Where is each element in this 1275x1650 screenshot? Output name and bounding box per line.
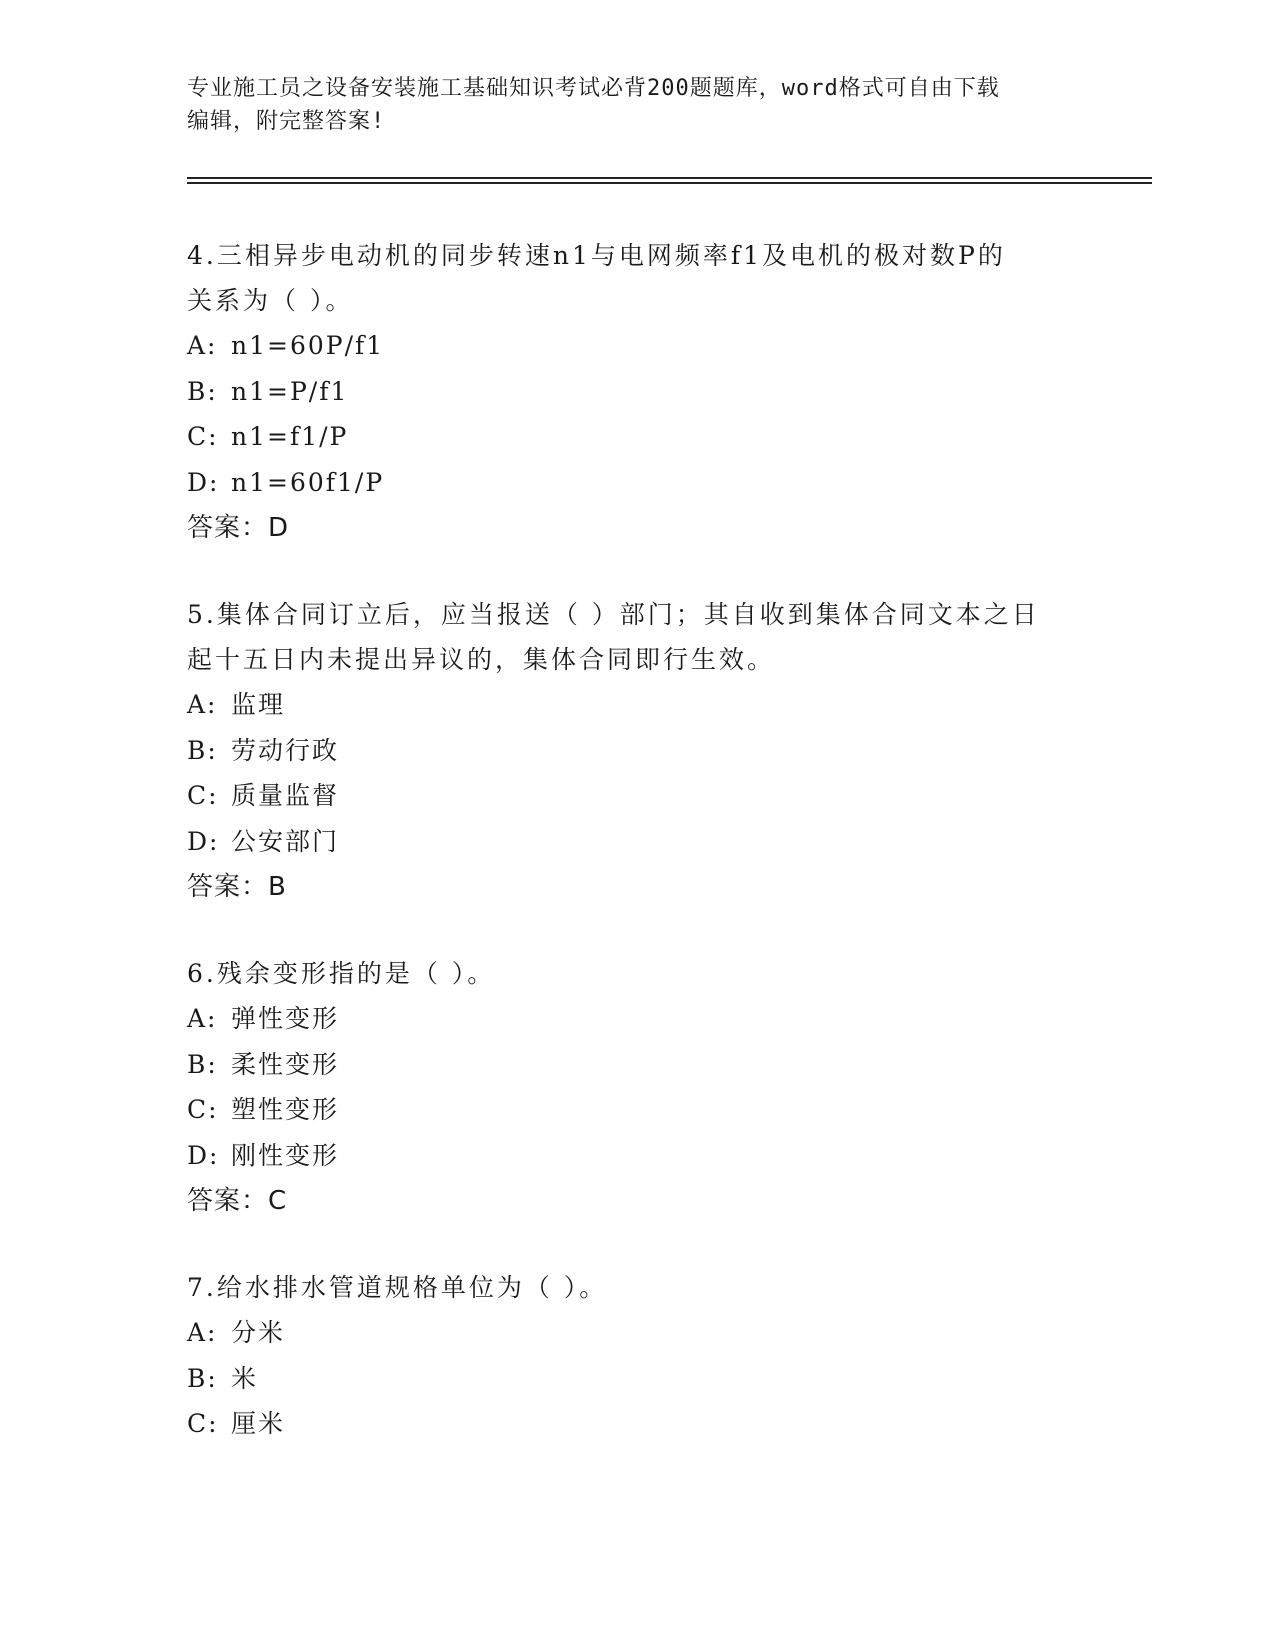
option-text: n1=f1/P: [231, 422, 349, 451]
question-list: [187, 233, 1107, 1488]
option-text: 劳动行政: [231, 735, 340, 765]
option-b: [187, 369, 1107, 415]
question-stem: [187, 951, 1107, 996]
question-stem-line-2: 起十五日内未提出异议的，集体合同即行生效。: [187, 645, 776, 674]
question-stem: [187, 592, 1107, 682]
question-stem-line-1: 4.三相异步电动机的同步转速n1与电网频率f1及电机的极对数P的: [187, 241, 1006, 270]
option-text: 米: [231, 1363, 259, 1393]
option-label: B:: [187, 735, 218, 765]
option-d: [187, 819, 1107, 865]
question-6: [187, 951, 1107, 1224]
option-label: C:: [187, 422, 219, 451]
option-d: [187, 460, 1107, 506]
option-b: [187, 1042, 1107, 1088]
option-a: [187, 996, 1107, 1042]
option-label: C:: [187, 781, 219, 810]
option-label: B:: [187, 1363, 218, 1393]
answer-line: 答案：D: [187, 513, 290, 543]
question-4: [187, 233, 1107, 551]
answer-line: 答案：B: [187, 872, 287, 902]
question-stem: [187, 1265, 1107, 1310]
option-a: [187, 323, 1107, 369]
option-label: D:: [187, 467, 220, 497]
question-stem-line-2: 关系为（ ）。: [187, 286, 354, 315]
option-b: [187, 728, 1107, 774]
option-a: [187, 682, 1107, 728]
option-text: 弹性变形: [231, 1004, 340, 1033]
question-5: [187, 592, 1107, 910]
question-7: [187, 1265, 1107, 1447]
option-c: [187, 773, 1107, 819]
header-title-line-1: 专业施工员之设备安装施工基础知识考试必背200题题库，word格式可自由下载: [187, 76, 1000, 101]
document-header: [187, 72, 1087, 138]
option-d: [187, 1133, 1107, 1179]
option-text: 分米: [231, 1318, 286, 1347]
option-label: D:: [187, 826, 220, 856]
option-text: 柔性变形: [231, 1049, 340, 1079]
header-divider-top: [187, 177, 1152, 179]
option-label: C:: [187, 1095, 219, 1124]
option-c: [187, 1087, 1107, 1133]
question-stem: [187, 233, 1107, 323]
option-text: 厘米: [231, 1409, 286, 1438]
option-c: [187, 1401, 1107, 1447]
question-stem-line-1: 7.给水排水管道规格单位为（ ）。: [187, 1273, 608, 1302]
option-text: 刚性变形: [231, 1140, 340, 1170]
option-label: D:: [187, 1140, 220, 1170]
option-label: A:: [187, 1318, 218, 1347]
option-text: n1=60P/f1: [231, 331, 385, 360]
option-text: 质量监督: [231, 781, 340, 810]
option-text: n1=60f1/P: [231, 467, 385, 497]
header-title-line-2: 编辑，附完整答案!: [187, 109, 386, 134]
option-text: n1=P/f1: [231, 376, 349, 406]
option-a: [187, 1310, 1107, 1356]
option-label: B:: [187, 376, 218, 406]
option-label: A:: [187, 690, 218, 719]
option-c: [187, 414, 1107, 460]
option-b: [187, 1356, 1107, 1402]
question-stem-line-1: 5.集体合同订立后，应当报送（ ）部门；其自收到集体合同文本之日: [187, 600, 1040, 629]
question-stem-line-1: 6.残余变形指的是（ ）。: [187, 959, 496, 988]
header-divider-bottom: [187, 182, 1152, 184]
option-label: A:: [187, 331, 218, 360]
option-label: C:: [187, 1409, 219, 1438]
answer-line: 答案：C: [187, 1186, 288, 1216]
option-label: A:: [187, 1004, 218, 1033]
option-text: 公安部门: [231, 826, 340, 856]
option-label: B:: [187, 1049, 218, 1079]
option-text: 监理: [231, 690, 286, 719]
option-text: 塑性变形: [231, 1095, 340, 1124]
